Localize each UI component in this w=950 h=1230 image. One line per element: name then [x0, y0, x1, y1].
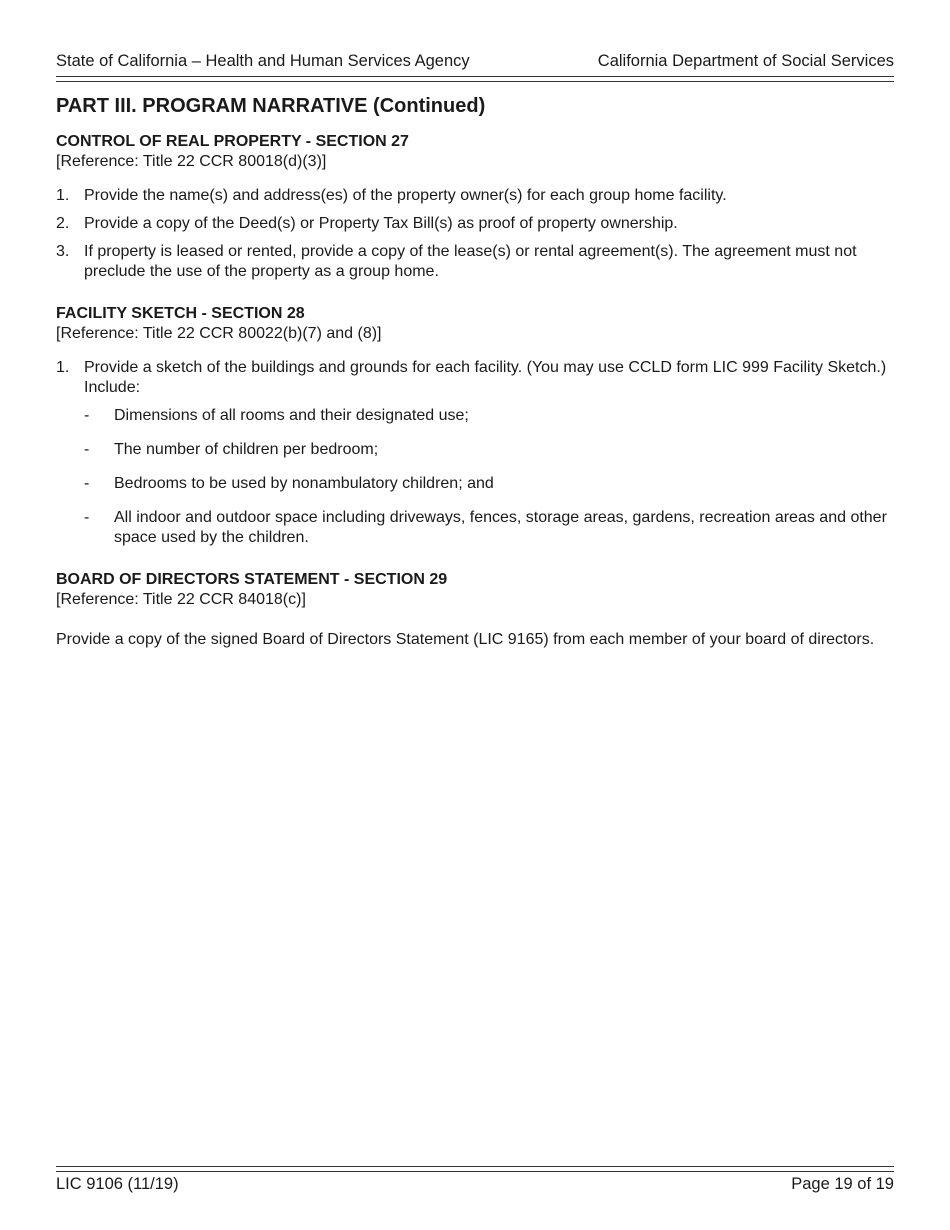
section-28: [56, 304, 894, 548]
numbered-list: [56, 358, 894, 548]
bullet-item: [84, 406, 894, 426]
bullet-item: [84, 474, 894, 494]
item-text: Provide a copy of the Deed(s) or Property Tax Bill(s) as proof of property ownership.: [84, 215, 678, 232]
page-content: [56, 94, 894, 650]
section-reference: [Reference: Title 22 CCR 80022(b)(7) and (8)]: [56, 325, 382, 342]
bullet-text: All indoor and outdoor space including driveways, fences, storage areas, gardens, recreation areas and other space used by the children.: [114, 509, 887, 546]
section-paragraph: Provide a copy of the signed Board of Directors Statement (LIC 9165) from each member of your board of directors.: [56, 631, 875, 648]
item-number: 1.: [56, 187, 70, 204]
list-item: [56, 214, 894, 234]
bullet-item: [84, 440, 894, 460]
page-header: [56, 52, 894, 71]
footer-rule: [56, 1166, 894, 1172]
section-27: [56, 132, 894, 282]
item-text: Provide the name(s) and address(es) of the property owner(s) for each group home facility.: [84, 187, 727, 204]
list-item: [56, 358, 894, 548]
dash-marker: -: [84, 475, 90, 492]
item-text: Provide a sketch of the buildings and grounds for each facility. (You may use CCLD form LIC 999 Facility Sketch.) Include:: [84, 359, 887, 396]
header-rule: [56, 76, 894, 82]
section-reference: [Reference: Title 22 CCR 84018(c)]: [56, 591, 306, 608]
bullet-item: [84, 508, 894, 548]
list-item: [56, 186, 894, 206]
item-number: 3.: [56, 243, 70, 260]
part-title: PART III. PROGRAM NARRATIVE (Continued): [56, 95, 486, 117]
dash-marker: -: [84, 509, 90, 526]
dash-marker: -: [84, 407, 90, 424]
bullet-list: [84, 406, 894, 548]
section-title: BOARD OF DIRECTORS STATEMENT - SECTION 29: [56, 571, 448, 588]
page-footer: [56, 1175, 894, 1194]
section-reference: [Reference: Title 22 CCR 80018(d)(3)]: [56, 153, 327, 170]
header-agency: State of California – Health and Human Services Agency: [56, 52, 470, 70]
list-item: [56, 242, 894, 282]
numbered-list: [56, 186, 894, 282]
form-number: LIC 9106 (11/19): [56, 1175, 179, 1193]
item-number: 1.: [56, 359, 70, 376]
item-text: If property is leased or rented, provide a copy of the lease(s) or rental agreement(s). The agreement must not preclude the use of the property as a group home.: [84, 243, 857, 280]
item-number: 2.: [56, 215, 70, 232]
bullet-text: Dimensions of all rooms and their designated use;: [114, 407, 469, 424]
section-title: FACILITY SKETCH - SECTION 28: [56, 305, 305, 322]
section-29: [56, 570, 894, 650]
header-department: California Department of Social Services: [597, 52, 894, 70]
bullet-text: The number of children per bedroom;: [114, 441, 379, 458]
section-title: CONTROL OF REAL PROPERTY - SECTION 27: [56, 133, 409, 150]
dash-marker: -: [84, 441, 90, 458]
page-number: Page 19 of 19: [791, 1175, 894, 1193]
bullet-text: Bedrooms to be used by nonambulatory children; and: [114, 475, 494, 492]
